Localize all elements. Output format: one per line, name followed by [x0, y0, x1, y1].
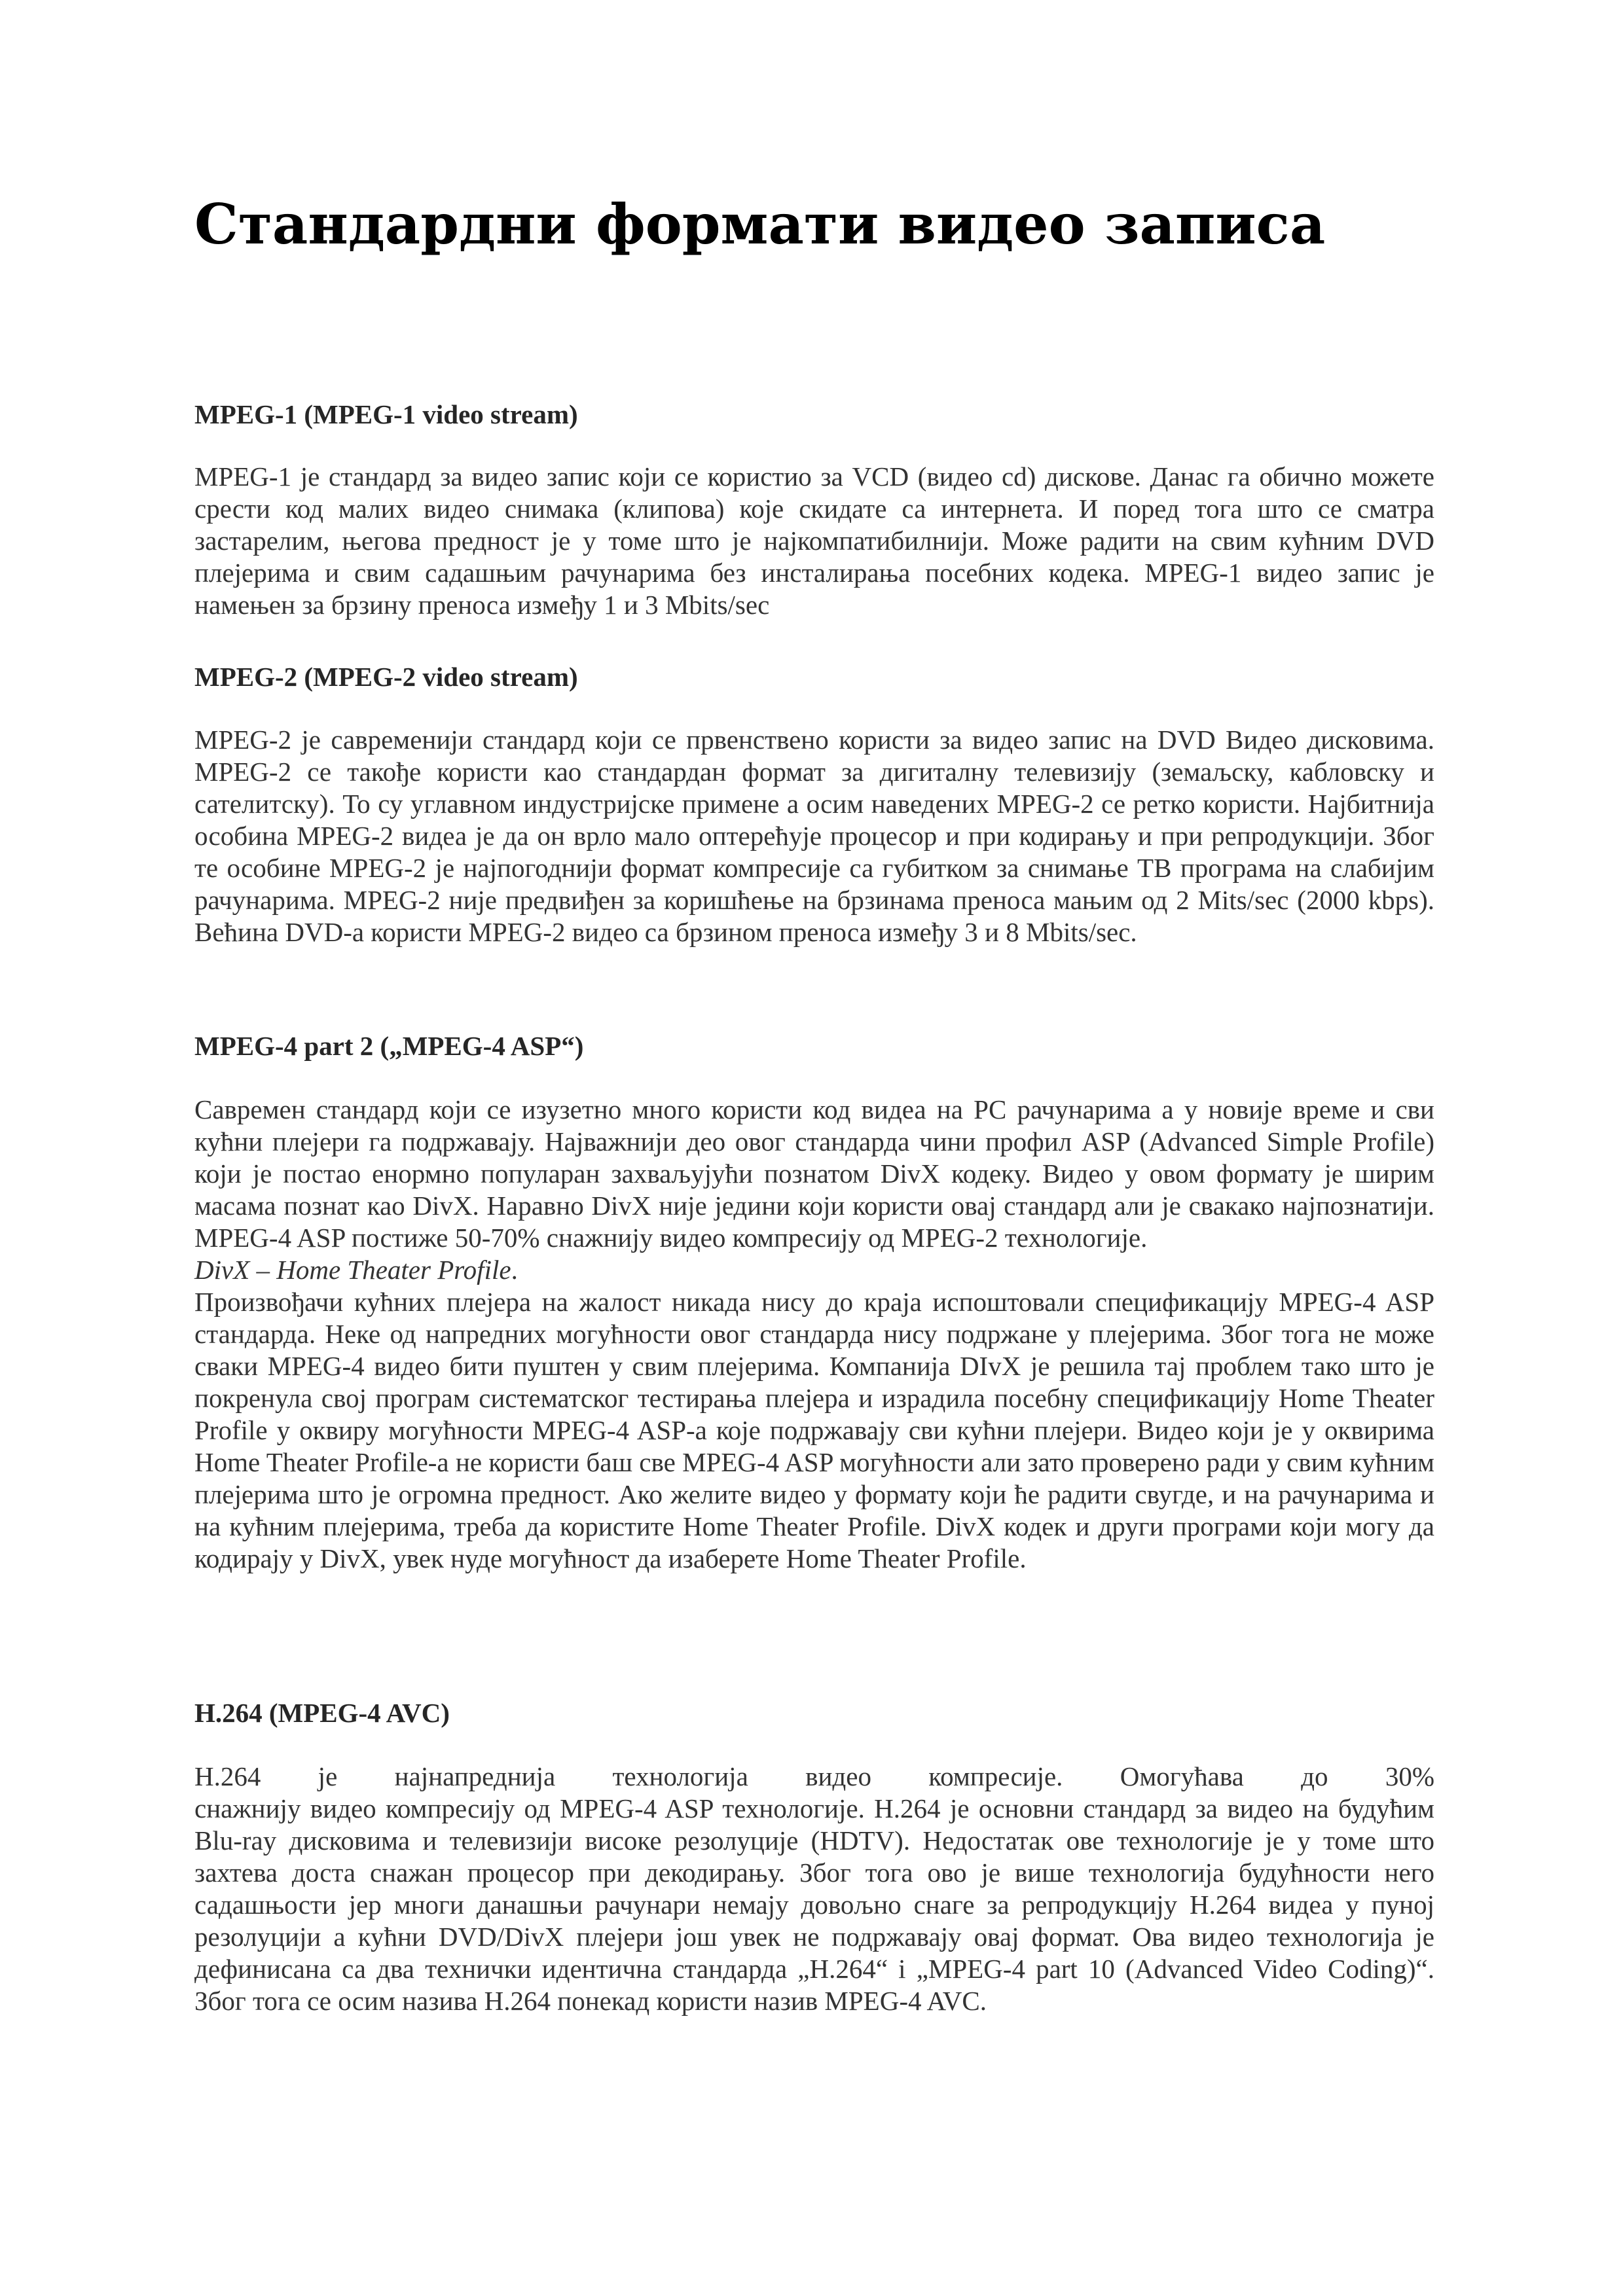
divx-home-theater-label: DivX – Home Theater Profile — [194, 1255, 511, 1285]
section-body-h264 — [194, 1761, 1434, 2017]
document-title: Стандардни формати видео записа — [194, 192, 1326, 257]
section-paragraph-home-theater-profile: Произвођачи кућних плејера на жалост никада нису до краја испоштовали спецификацију MPEG-4 ASP стандарда. Неке од напредних могућности овог стандарда нису подржане у плејерима. Због тога не може сваки MPEG-4 видео бити пуштен у свим плејерима. Компанија DIvX је решила тај проблем тако што је покренула свој програм систематског тестирања плејера и израдила посебну спецификацију Home Theater Profile у оквиру могућности MPEG-4 ASP-а које подржавају сви кућни плејери. Видео који је у оквирима Home Theater Profile-а не користи баш све MPEG-4 ASP могућности али зато проверено ради у свим кућним плејерима што је огромна предност. Ако желите видео у формату који ће радити свугде, и на рачунарима и на кућним плејерима, треба да користите Home Theater Profile. DivX кодек и други програми који могу да кодирају у DivX, увек нуде могућност да изаберете Home Theater Profile. — [194, 1287, 1434, 1573]
section-heading-mpeg2: MPEG-2 (MPEG-2 video stream) — [194, 662, 578, 692]
section-paragraph-mpeg4-asp: Савремен стандард који се изузетно много користи код видеа на PC рачунарима а у новије време и сви кућни плејери га подржавају. Најважнији део овог стандарда чини профил ASP (Advanced Simple Profile) који је постао енормно популаран захваљујући познатом DivX кодеку. Видео у овом формату је ширим масама познат као DivX. Наравно DivX није једини који користи овај стандард али је свакако најпознатији. MPEG-4 ASP постиже 50-70% снажнију видео компресију од MPEG-2 технологије. — [194, 1094, 1434, 1253]
h264-paragraph-first-line: H.264 је најнапреднија технологија видео компресије. Омогућава до 30% — [194, 1761, 1434, 1791]
h264-paragraph-rest: снажнију видео компресију од MPEG-4 ASP технологије. H.264 је основни стандард за видео на будућим Blu-ray дисковима и телевизији високе резолуције (HDTV). Недостатак ове технологије је у томе што захтева доста снажан процесор при декодирању. Због тога ово је више технологија будућности него садашњости јер многи данашњи рачунари немају довољно снаге за репродукцију H.264 видеа у пуној резолуцији а кућни DVD/DivX плејери још увек не подржавају овај формат. Ова видео технологија је дефинисана са два технички идентична стандарда „H.264“ і „MPEG-4 part 10 (Advanced Video Coding)“. Због тога се осим назива H.264 понекад користи назив MPEG-4 AVC. — [194, 1793, 1434, 2016]
section-body-mpeg4-asp — [194, 1094, 1434, 1575]
divx-home-theater-subheading — [194, 1254, 1434, 1286]
section-paragraph-mpeg1: MPEG-1 је стандард за видео запис који се користио за VCD (видео cd) дискове. Данас га обично можете срести код малих видео снимака (клипова) које скидате са интернета. И поред тога што се сматра застарелим, његова предност је у томе што је најкомпатибилнији. Може радити на свим кућним DVD плејерима и свим садашњим рачунарима без инсталирања посебних кодека. MPEG-1 видео запис је намењен за брзину преноса између 1 и 3 Mbits/sec — [194, 461, 1434, 620]
section-heading-mpeg4-asp: MPEG-4 part 2 („MPEG-4 ASP“) — [194, 1031, 584, 1061]
section-paragraph-mpeg2: MPEG-2 је савременији стандард који се првенствено користи за видео запис на DVD Видео дисковима. MPEG-2 се такође користи као стандардан формат за дигиталну телевизију (земаљску, кабловску и сателитску). То су углавном индустријске примене а осим наведених MPEG-2 се ретко користи. Најбитнија особина MPEG-2 видеа је да он врло мало оптерећује процесор и при кодирању и при репродукцији. Због те особине MPEG-2 је најпогоднији формат компресије са губитком за снимање ТВ програма на слабијим рачунарима. MPEG-2 није предвиђен за коришћење на брзинама преноса мањим од 2 Mits/sec (2000 kbps). Већина DVD-а користи MPEG-2 видео са брзином преноса између 3 и 8 Mbits/sec. — [194, 725, 1434, 947]
section-heading-mpeg1: MPEG-1 (MPEG-1 video stream) — [194, 399, 578, 429]
divx-home-theater-period: . — [511, 1255, 518, 1285]
section-heading-h264: H.264 (MPEG-4 AVC) — [194, 1698, 450, 1728]
